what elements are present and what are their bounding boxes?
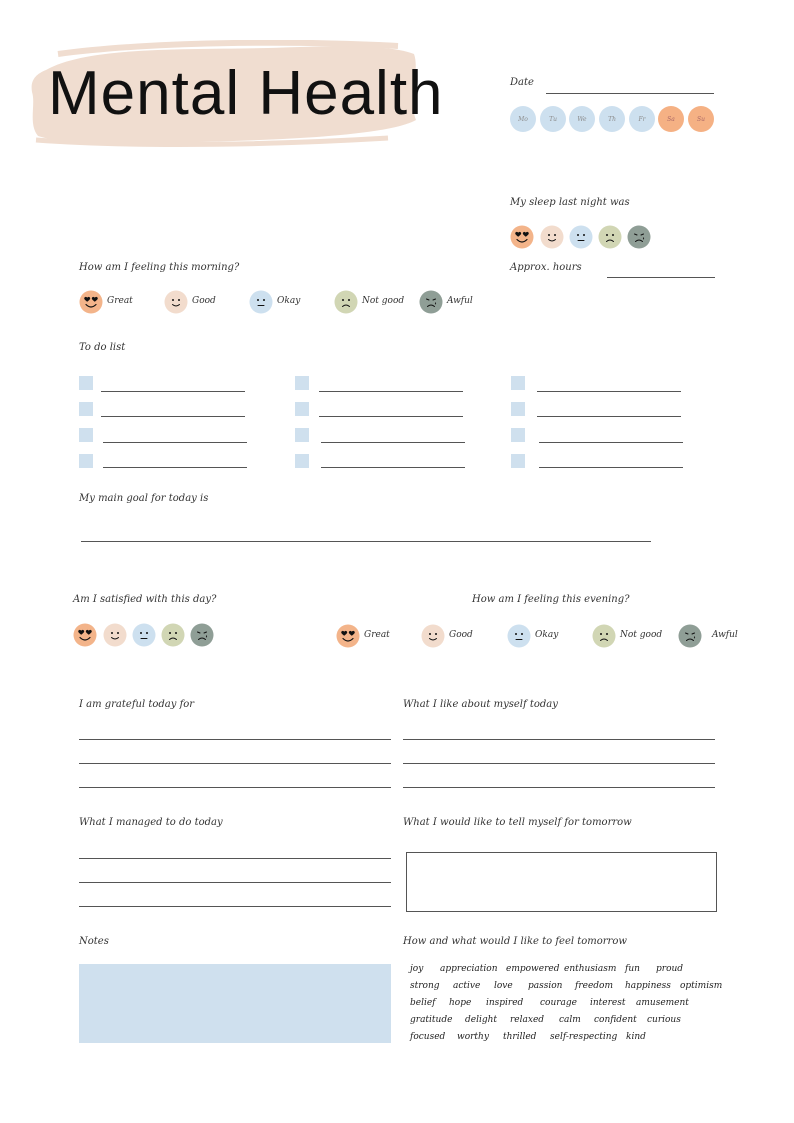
feeling-word[interactable]: calm xyxy=(559,1015,581,1025)
feeling-word[interactable]: inspired xyxy=(486,998,524,1008)
notes-label: Notes xyxy=(79,936,109,947)
todo-checkbox[interactable] xyxy=(511,376,525,390)
grateful-line[interactable] xyxy=(79,739,391,740)
morning-great-label: Great xyxy=(107,296,133,306)
feeling-word[interactable]: love xyxy=(494,981,513,991)
like-myself-label: What I like about myself today xyxy=(403,699,558,710)
todo-checkbox[interactable] xyxy=(79,402,93,416)
satisfied-notgood-icon[interactable] xyxy=(161,623,185,647)
date-line[interactable] xyxy=(546,93,714,94)
todo-line[interactable] xyxy=(103,467,247,468)
like-myself-line[interactable] xyxy=(403,739,715,740)
feeling-word[interactable]: hope xyxy=(449,998,472,1008)
todo-line[interactable] xyxy=(321,467,465,468)
todo-line[interactable] xyxy=(101,416,245,417)
evening-good-label: Good xyxy=(449,630,473,640)
morning-notgood-label: Not good xyxy=(362,296,405,306)
feeling-word[interactable]: optimism xyxy=(680,981,723,991)
feeling-word[interactable]: fun xyxy=(625,964,640,974)
satisfied-okay-icon[interactable] xyxy=(132,623,156,647)
like-myself-line[interactable] xyxy=(403,787,715,788)
notes-box[interactable] xyxy=(79,964,391,1043)
hours-line[interactable] xyxy=(607,277,715,278)
weekday-su[interactable]: Su xyxy=(688,106,714,132)
todo-line[interactable] xyxy=(319,416,463,417)
goal-line[interactable] xyxy=(81,541,651,542)
satisfied-good-icon[interactable] xyxy=(103,623,127,647)
sleep-great-icon[interactable] xyxy=(510,225,534,249)
morning-good-label: Good xyxy=(192,296,216,306)
sleep-okay-icon[interactable] xyxy=(569,225,593,249)
satisfied-great-icon[interactable] xyxy=(73,623,97,647)
tell-tomorrow-label: What I would like to tell myself for tomorrow xyxy=(403,817,632,828)
feeling-word[interactable]: focused xyxy=(410,1032,446,1042)
todo-line[interactable] xyxy=(321,442,465,443)
evening-question: How am I feeling this evening? xyxy=(472,594,630,605)
feeling-word[interactable]: curious xyxy=(647,1015,681,1025)
feeling-word[interactable]: appreciation xyxy=(440,964,498,974)
evening-okay-icon[interactable] xyxy=(507,624,531,648)
todo-checkbox[interactable] xyxy=(295,454,309,468)
feeling-word[interactable]: enthusiasm xyxy=(564,964,617,974)
evening-notgood-icon[interactable] xyxy=(592,624,616,648)
date-label: Date xyxy=(510,77,534,88)
managed-line[interactable] xyxy=(79,906,391,907)
todo-checkbox[interactable] xyxy=(79,454,93,468)
feeling-word[interactable]: relaxed xyxy=(510,1015,545,1025)
evening-awful-icon[interactable] xyxy=(678,624,702,648)
todo-line[interactable] xyxy=(539,442,683,443)
morning-awful-label: Awful xyxy=(447,296,473,306)
feeling-word[interactable]: joy xyxy=(410,964,424,974)
feeling-word[interactable]: proud xyxy=(656,964,684,974)
evening-notgood-label: Not good xyxy=(620,630,663,640)
feeling-word[interactable]: active xyxy=(453,981,481,991)
feeling-word[interactable]: kind xyxy=(626,1032,646,1042)
todo-line[interactable] xyxy=(539,467,683,468)
weekday-th[interactable]: Th xyxy=(599,106,625,132)
todo-checkbox[interactable] xyxy=(295,376,309,390)
todo-line[interactable] xyxy=(319,391,463,392)
sleep-good-icon[interactable] xyxy=(540,225,564,249)
morning-great-icon[interactable] xyxy=(79,290,103,314)
feeling-word[interactable]: happiness xyxy=(625,981,671,991)
evening-awful-label: Awful xyxy=(712,630,738,640)
weekday-mo[interactable]: Mo xyxy=(510,106,536,132)
feeling-word[interactable]: passion xyxy=(528,981,563,991)
grateful-line[interactable] xyxy=(79,763,391,764)
feeling-word[interactable]: gratitude xyxy=(410,1015,453,1025)
feeling-word[interactable]: belief xyxy=(410,998,436,1008)
todo-line[interactable] xyxy=(537,391,681,392)
todo-line[interactable] xyxy=(101,391,245,392)
weekday-we[interactable]: We xyxy=(569,106,595,132)
weekday-tu[interactable]: Tu xyxy=(540,106,566,132)
weekday-sa[interactable]: Sa xyxy=(658,106,684,132)
feeling-word[interactable]: thrilled xyxy=(503,1032,537,1042)
feeling-word[interactable]: empowered xyxy=(506,964,560,974)
todo-checkbox[interactable] xyxy=(511,454,525,468)
page-title: Mental Health xyxy=(48,59,444,128)
grateful-label: I am grateful today for xyxy=(79,699,195,710)
feeling-word[interactable]: delight xyxy=(465,1015,498,1025)
feeling-word[interactable]: courage xyxy=(540,998,578,1008)
todo-checkbox[interactable] xyxy=(79,376,93,390)
todo-label: To do list xyxy=(79,342,126,353)
morning-notgood-icon[interactable] xyxy=(334,290,358,314)
todo-checkbox[interactable] xyxy=(295,428,309,442)
satisfied-awful-icon[interactable] xyxy=(190,623,214,647)
evening-good-icon[interactable] xyxy=(421,624,445,648)
satisfied-label: Am I satisfied with this day? xyxy=(73,594,217,605)
feeling-word[interactable]: strong xyxy=(410,981,440,991)
tell-tomorrow-box[interactable] xyxy=(406,852,717,912)
feeling-word[interactable]: amusement xyxy=(636,998,689,1008)
feeling-word[interactable]: freedom xyxy=(575,981,613,991)
todo-line[interactable] xyxy=(103,442,247,443)
grateful-line[interactable] xyxy=(79,787,391,788)
todo-checkbox[interactable] xyxy=(295,402,309,416)
evening-great-icon[interactable] xyxy=(336,624,360,648)
sleep-notgood-icon[interactable] xyxy=(598,225,622,249)
hours-label: Approx. hours xyxy=(510,262,582,273)
morning-okay-label: Okay xyxy=(277,296,301,306)
morning-awful-icon[interactable] xyxy=(419,290,443,314)
like-myself-line[interactable] xyxy=(403,763,715,764)
weekday-fr[interactable]: Fr xyxy=(629,106,655,132)
feeling-word[interactable]: interest xyxy=(590,998,626,1008)
managed-line[interactable] xyxy=(79,858,391,859)
managed-line[interactable] xyxy=(79,882,391,883)
todo-line[interactable] xyxy=(537,416,681,417)
feeling-word[interactable]: self-respecting xyxy=(550,1032,618,1042)
evening-okay-label: Okay xyxy=(535,630,559,640)
sleep-awful-icon[interactable] xyxy=(627,225,651,249)
managed-label: What I managed to do today xyxy=(79,817,223,828)
todo-checkbox[interactable] xyxy=(511,428,525,442)
morning-good-icon[interactable] xyxy=(164,290,188,314)
morning-question: How am I feeling this morning? xyxy=(79,262,240,273)
feeling-word[interactable]: worthy xyxy=(457,1032,489,1042)
feel-tomorrow-label: How and what would I like to feel tomorrow xyxy=(403,936,627,947)
todo-checkbox[interactable] xyxy=(511,402,525,416)
goal-label: My main goal for today is xyxy=(79,493,209,504)
sleep-label: My sleep last night was xyxy=(510,197,630,208)
feeling-word[interactable]: confident xyxy=(594,1015,637,1025)
morning-okay-icon[interactable] xyxy=(249,290,273,314)
todo-checkbox[interactable] xyxy=(79,428,93,442)
evening-great-label: Great xyxy=(364,630,390,640)
